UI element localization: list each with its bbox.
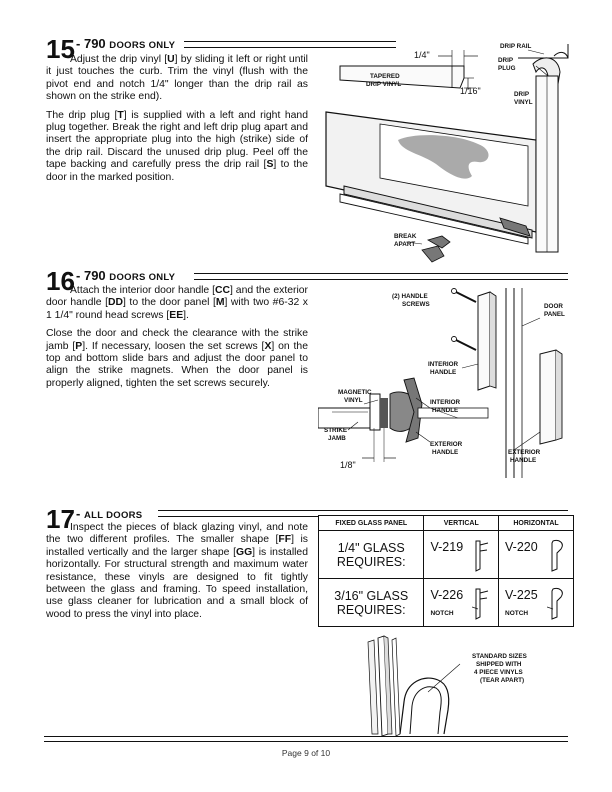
vinyl-profile-icon bbox=[472, 587, 492, 621]
label-apart: APART bbox=[394, 241, 416, 248]
step-16-para-2: Close the door and check the clearance with the strike jamb [P]. If necessary, loosen the set screws [X] on the top and bottom slide bars and adjust the door panel to align the strike magnets. When the door panel is properly aligned, tighten the set screws securely. bbox=[46, 328, 308, 389]
step-16-model: 790 bbox=[83, 268, 106, 283]
step-16-rule bbox=[194, 273, 568, 280]
label-handle-screws-2: SCREWS bbox=[402, 301, 430, 308]
vinyl-profile-icon bbox=[472, 539, 492, 573]
step-16-diagram bbox=[318, 282, 580, 482]
vinyl-code: V-226 bbox=[430, 588, 464, 602]
step-16-number: 16 bbox=[46, 266, 75, 296]
label-exterior-handle-1: EXTERIOR bbox=[508, 449, 541, 456]
label-four-piece: 4 PIECE VINYLS bbox=[474, 669, 523, 676]
step-16-text bbox=[46, 285, 308, 396]
vertical-cell bbox=[424, 579, 499, 627]
step-15-diagram bbox=[318, 36, 580, 266]
step-17-scope: ALL DOORS bbox=[83, 510, 143, 521]
label-handle-screws-1: (2) HANDLE bbox=[392, 293, 428, 300]
step-16-heading bbox=[76, 268, 175, 283]
dim-sixteenth-inch: 1/16" bbox=[460, 86, 481, 96]
dim-quarter-inch: 1/4" bbox=[414, 50, 430, 60]
step-15-scope: DOORS ONLY bbox=[109, 40, 176, 51]
step-17-para-1: Inspect the pieces of black glazing vinyl, and note the two different profiles. The smaller shape [FF] is installed vertically and the larger shape [GG] is installed horizontally. For structural strength and maximum water resistance, these vinyls are designed to fit tightly between the glass and framing. To speed installation, use glass cleaner for lubrication and a small block of wood to press the vinyl into place. bbox=[46, 522, 309, 620]
label-strike-jamb-1: STRIKE bbox=[324, 427, 348, 434]
label-drip-vinyl: DRIP VINYL bbox=[366, 81, 402, 88]
label-magnetic-vinyl-1: MAGNETIC bbox=[338, 389, 372, 396]
panel-cell: 3/16" GLASS REQUIRES: bbox=[319, 579, 424, 627]
label-drip-plug-2: PLUG bbox=[498, 65, 516, 72]
label-drip-vinyl-1: DRIP bbox=[514, 91, 530, 98]
table-row bbox=[319, 531, 574, 579]
label-exterior-handle-section-1: EXTERIOR bbox=[430, 441, 463, 448]
step-15-model: 790 bbox=[83, 36, 106, 51]
vinyl-code: V-219 bbox=[430, 540, 464, 554]
label-interior-handle-2: HANDLE bbox=[430, 369, 457, 376]
horizontal-cell bbox=[499, 579, 574, 627]
panel-cell: 1/4" GLASS REQUIRES: bbox=[319, 531, 424, 579]
page-number: Page 9 of 10 bbox=[281, 748, 331, 758]
footer-rule bbox=[44, 736, 568, 742]
step-15-dash: - bbox=[76, 36, 81, 51]
label-break: BREAK bbox=[394, 233, 417, 240]
label-interior-handle-1: INTERIOR bbox=[428, 361, 459, 368]
label-drip-rail: DRIP RAIL bbox=[500, 43, 532, 50]
step-17-dash: - bbox=[76, 506, 81, 521]
label-door-panel-1: DOOR bbox=[544, 303, 563, 310]
step-15-number: 15 bbox=[46, 34, 75, 64]
header-fixed-glass-panel: FIXED GLASS PANEL bbox=[319, 516, 424, 531]
horizontal-cell bbox=[499, 531, 574, 579]
label-tear-apart: (TEAR APART) bbox=[480, 677, 525, 684]
glazing-vinyl-table bbox=[318, 515, 574, 627]
step-15-text bbox=[46, 54, 308, 190]
step-15-heading bbox=[76, 36, 175, 51]
label-drip-vinyl-2: VINYL bbox=[514, 99, 533, 106]
label-strike-jamb-2: JAMB bbox=[328, 435, 346, 442]
label-shipped-with: SHIPPED WITH bbox=[476, 661, 522, 668]
step-15-para-2: The drip plug [T] is supplied with a left and right hand plug together. Break the right and left drip plug apart and insert the appropriate plug into the high (strike) side of the drip rail. Discard the unused drip plug. Peel off the tape backing and carefully press the drip rail [S] to the door in the marked position. bbox=[46, 109, 308, 183]
step-17-number: 17 bbox=[46, 504, 75, 534]
vinyl-profile-icon bbox=[547, 539, 569, 573]
label-tapered: TAPERED bbox=[370, 73, 400, 80]
table-header-row bbox=[319, 516, 574, 531]
label-exterior-handle-section-2: HANDLE bbox=[432, 449, 459, 456]
step-17-diagram bbox=[360, 630, 570, 736]
table-row bbox=[319, 579, 574, 627]
step-17-heading bbox=[76, 506, 142, 521]
label-magnetic-vinyl-2: VINYL bbox=[344, 397, 363, 404]
notch-label: NOTCH bbox=[430, 610, 454, 617]
vinyl-code: V-220 bbox=[505, 540, 538, 554]
vertical-cell bbox=[424, 531, 499, 579]
label-door-panel-2: PANEL bbox=[544, 311, 565, 318]
vinyl-code: V-225 bbox=[505, 588, 538, 602]
label-interior-handle-section-1: INTERIOR bbox=[430, 399, 461, 406]
notch-label: NOTCH bbox=[505, 610, 529, 617]
vinyl-profile-icon bbox=[547, 587, 569, 621]
step-16-para-1: Attach the interior door handle [CC] and the exterior door handle [DD] to the door panel [M] with two #6-32 x 1 1/4" round head screws [EE]. bbox=[46, 285, 308, 321]
step-17-text bbox=[46, 522, 308, 627]
header-horizontal: HORIZONTAL bbox=[499, 516, 574, 531]
label-drip-plug-1: DRIP bbox=[498, 57, 514, 64]
label-standard-sizes: STANDARD SIZES bbox=[472, 653, 527, 660]
step-16-scope: DOORS ONLY bbox=[109, 272, 176, 283]
label-exterior-handle-2: HANDLE bbox=[510, 457, 537, 464]
step-15-para-1: Adjust the drip vinyl [U] by sliding it left or right until it just touches the curb. Trim the vinyl (flush with the pivot end and notch 1/4" longer than the drip rail as shown on the strike end). bbox=[46, 54, 308, 103]
step-16-dash: - bbox=[76, 268, 81, 283]
header-vertical: VERTICAL bbox=[424, 516, 499, 531]
label-interior-handle-section-2: HANDLE bbox=[432, 407, 459, 414]
dim-eighth-inch: 1/8" bbox=[340, 460, 356, 470]
